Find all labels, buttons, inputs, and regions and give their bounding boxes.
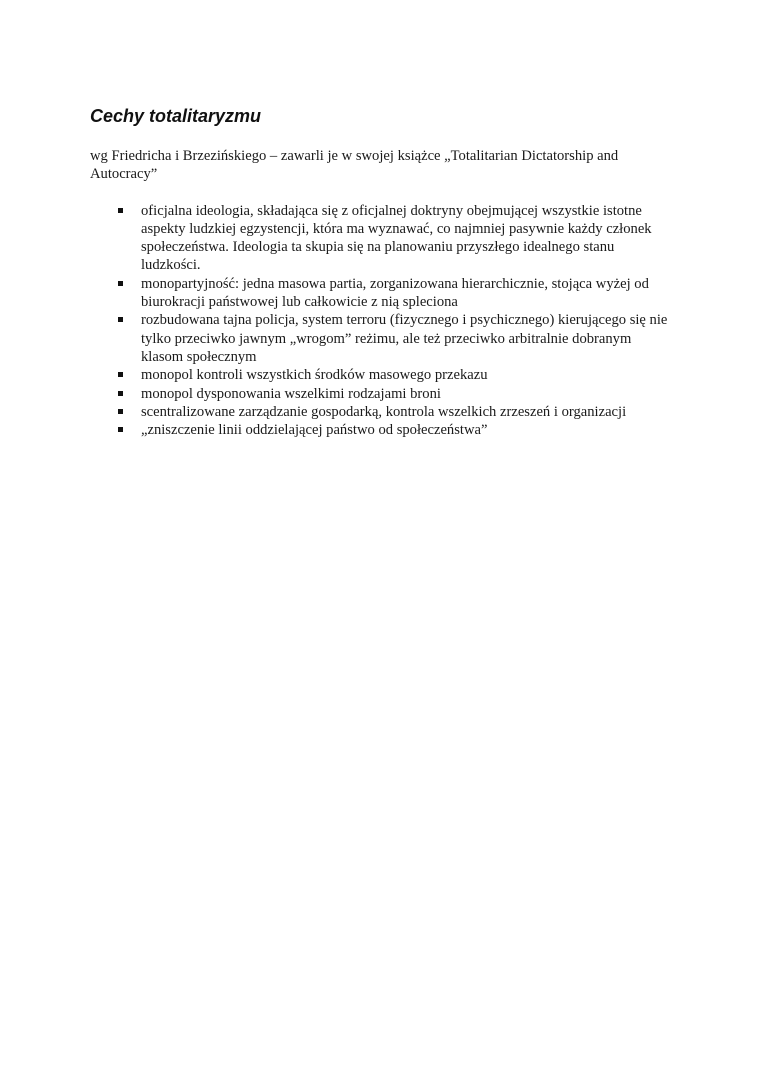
list-item bbox=[90, 311, 671, 366]
list-item bbox=[90, 421, 671, 439]
document-body bbox=[90, 104, 670, 439]
intro-paragraph: wg Friedricha i Brzezińskiego – zawarli je w swojej książce „Totalitarian Dictatorship and Autocracy” bbox=[90, 148, 619, 183]
document-title: Cechy totalitaryzmu bbox=[90, 106, 262, 126]
square-bullet-icon bbox=[118, 409, 123, 414]
list-item-text: monopol dysponowania wszelkimi rodzajami broni bbox=[141, 385, 441, 402]
square-bullet-icon bbox=[118, 372, 123, 377]
list-item bbox=[90, 202, 671, 275]
square-bullet-icon bbox=[118, 427, 123, 432]
list-item bbox=[90, 385, 671, 403]
square-bullet-icon bbox=[118, 317, 123, 322]
bullet-list bbox=[90, 202, 670, 440]
list-item bbox=[90, 275, 671, 312]
list-item-text: monopol kontroli wszystkich środków masowego przekazu bbox=[141, 367, 488, 384]
list-item-text: „zniszczenie linii oddzielającej państwo od społeczeństwa” bbox=[141, 422, 488, 439]
list-item bbox=[90, 366, 671, 384]
square-bullet-icon bbox=[118, 281, 123, 286]
list-item bbox=[90, 403, 671, 421]
list-item-text: rozbudowana tajna policja, system terroru (fizycznego i psychicznego) kierującego się nie tylko przeciwko jawnym „wrogom” reżimu, ale też przeciwko arbitralnie dobranym klasom społecznym bbox=[141, 312, 668, 365]
square-bullet-icon bbox=[118, 208, 123, 213]
square-bullet-icon bbox=[118, 391, 123, 396]
list-item-text: scentralizowane zarządzanie gospodarką, kontrola wszelkich zrzeszeń i organizacji bbox=[141, 403, 627, 420]
list-item-text: monopartyjność: jedna masowa partia, zorganizowana hierarchicznie, stojąca wyżej od biurokracji państwowej lub całkowicie z nią spleciona bbox=[141, 275, 649, 311]
list-item-text: oficjalna ideologia, składająca się z oficjalnej doktryny obejmującej wszystkie istotne aspekty ludzkiej egzystencji, która ma wyznawać, co najmniej pasywnie każdy członek społeczeństwa. Ideologia ta skupia się na planowaniu przyszłego idealnego stanu ludzkości. bbox=[141, 202, 652, 274]
